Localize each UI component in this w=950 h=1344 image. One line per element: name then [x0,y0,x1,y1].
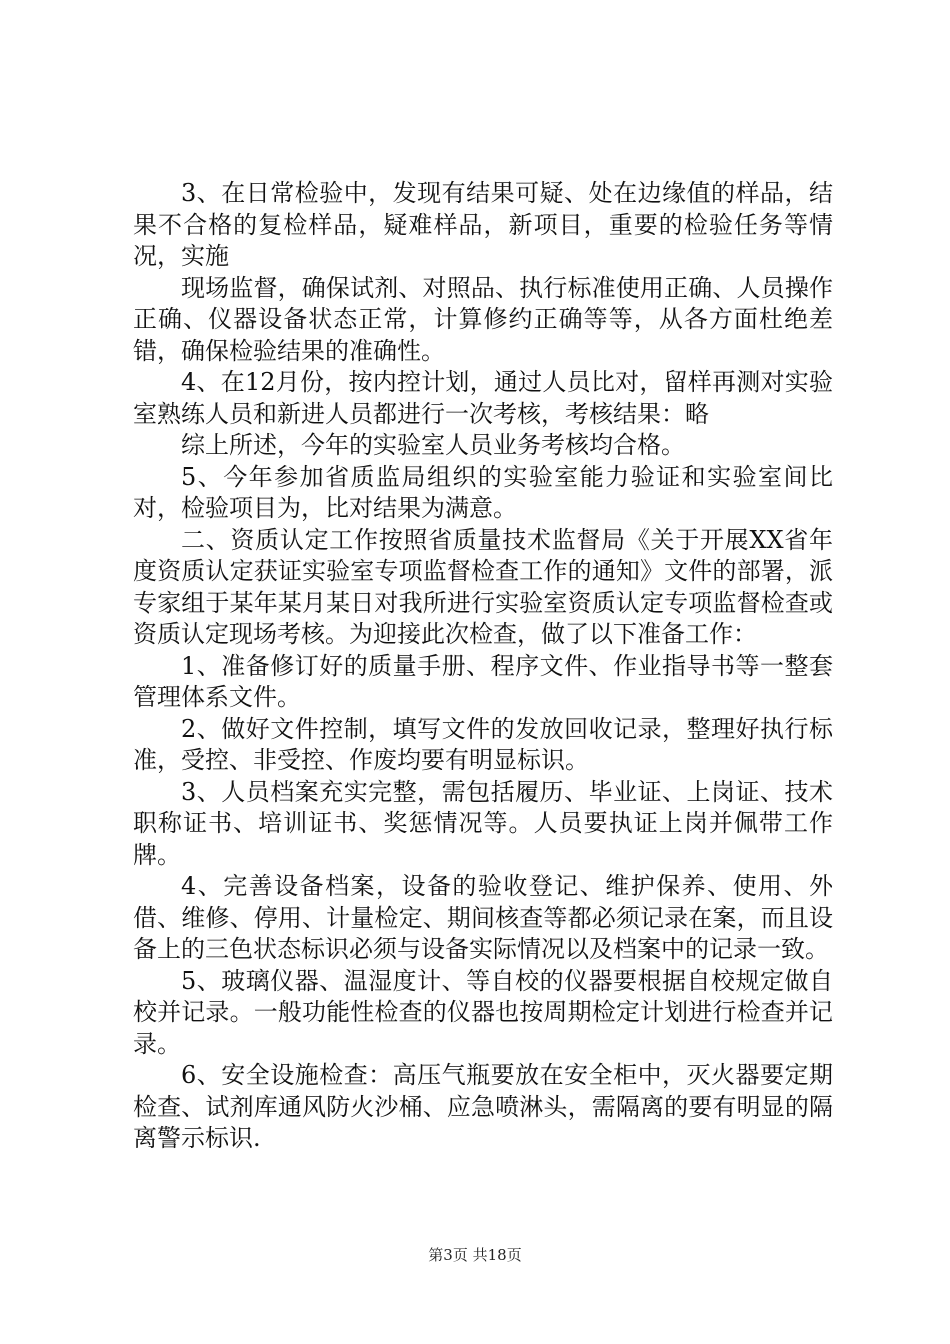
paragraph-summary: 综上所述，今年的实验室人员业务考核均合格。 [181,431,685,459]
paragraph-prep-6-safety-facilities: 6、安全设施检查：高压气瓶要放在安全柜中，灭火器要定期检查、试剂库通风防火沙桶、应急喷淋头，需隔离的要有明显的隔离警示标识. [133,1061,833,1152]
paragraph-section-2-qualification: 二、资质认定工作按照省质量技术监督局《关于开展XX省年度资质认定获证实验室专项监督检查工作的通知》文件的部署，派专家组于某年某月某日对我所进行实验室资质认定专项监督检查或资质认定现场考核。为迎接此次检查，做了以下准备工作： [133,525,833,648]
paragraph-prep-5-self-calibration: 5、玻璃仪器、温湿度计、等自校的仪器要根据自校规定做自校并记录。一般功能性检查的仪器也按周期检定计划进行检查并记录。 [133,966,833,1058]
document-body [133,178,833,1155]
paragraph-prep-3-personnel-files: 3、人员档案充实完整，需包括履历、毕业证、上岗证、技术职称证书、培训证书、奖惩情况等。人员要执证上岗并佩带工作牌。 [133,777,833,869]
paragraph-item-3-daily-inspection: 3、在日常检验中，发现有结果可疑、处在边缘值的样品，结果不合格的复检样品，疑难样品，新项目，重要的检验任务等情况，实施 [133,179,833,270]
paragraph-onsite-supervision: 现场监督，确保试剂、对照品、执行标准使用正确、人员操作正确、仪器设备状态正常，计算修约正确等等，从各方面杜绝差错，确保检验结果的准确性。 [133,273,833,365]
page-number-footer: 第3页 共18页 [428,1246,522,1264]
paragraph-prep-4-equipment-files: 4、完善设备档案，设备的验收登记、维护保养、使用、外借、维修、停用、计量检定、期间核查等都必须记录在案，而且设备上的三色状态标识必须与设备实际情况以及档案中的记录一致。 [133,872,833,963]
paragraph-prep-2-document-control: 2、做好文件控制，填写文件的发放回收记录，整理好执行标准，受控、非受控、作废均要有明显标识。 [133,714,833,774]
paragraph-item-5-proficiency-testing: 5、今年参加省质监局组织的实验室能力验证和实验室间比对，检验项目为，比对结果为满意。 [133,462,833,522]
paragraph-prep-1-manuals: 1、准备修订好的质量手册、程序文件、作业指导书等一整套管理体系文件。 [133,651,833,711]
paragraph-item-4-december-assessment: 4、在12月份，按内控计划，通过人员比对，留样再测对实验室熟练人员和新进人员都进行一次考核，考核结果：略 [133,368,833,428]
